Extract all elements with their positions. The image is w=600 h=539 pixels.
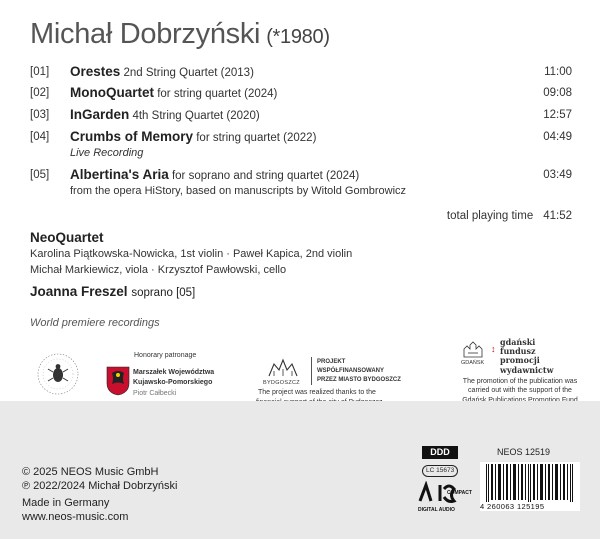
track-subtitle: for string quartet (2022) [196,132,317,144]
lc-label: LC [426,467,435,474]
premiere-note: World premiere recordings [30,317,160,329]
track-title: Albertina's Aria [70,167,169,182]
ensemble-members: Michał Markiewicz, viola · Krzysztof Pawłowski, cello [30,264,287,276]
circular-seal-logo [36,352,80,396]
track-title-line [70,167,359,182]
track-title-line [70,85,277,100]
track-row [30,167,572,201]
bydgoszcz-note: The project was realized thanks to the [258,389,376,396]
track-subtitle: for string quartet (2024) [157,88,278,100]
track-number: [04] [30,131,50,143]
composer-born: (*1980) [266,26,330,48]
track-duration: 11:00 [544,66,572,78]
track-subtitle: for soprano and string quartet (2024) [171,170,360,182]
track-row [30,85,572,103]
project-line1: PROJEKT [317,359,346,365]
track-title: Orestes [70,64,121,79]
ddd-badge [422,446,458,459]
track-number: [05] [30,169,50,181]
fund-arrow-icon: ↕ [491,344,496,354]
total-time: 41:52 [543,210,572,222]
track-title-line [70,129,316,144]
track-number: [03] [30,109,50,121]
track-note: Live Recording [70,147,144,159]
track-title-line [70,64,254,79]
track-number: [01] [30,66,50,78]
album-title [30,18,330,51]
fund-line: fundusz [500,346,536,357]
gdansk-note-line: The promotion of the publication was [462,378,578,385]
track-duration: 03:49 [543,169,572,181]
track-title: InGarden [70,107,130,122]
bydgoszcz-logo-icon [265,358,301,382]
track-duration: 09:08 [543,87,572,99]
catalog-number: NEOS 12519 [497,447,551,457]
ensemble-members: Karolina Piątkowska-Nowicka, 1st violin · Paweł Kapica, 2nd violin [30,248,353,260]
track-duration: 04:49 [543,131,572,143]
total-label: total playing time [446,210,534,222]
total-playing-time [447,210,572,222]
marshal-line1: Marszałek Województwa [133,369,215,376]
fund-line: wydawnictw [500,364,554,375]
track-row [30,129,572,163]
gdansk-crest-icon [462,341,484,359]
ddd-text: DDD [422,446,458,459]
fund-line: gdański [500,337,536,347]
copyright: © 2025 NEOS Music GmbH [22,466,159,478]
soloist [30,284,195,299]
fund-logo [500,338,554,375]
coat-of-arms-icon [106,366,130,396]
track-title: MonoQuartet [70,85,154,100]
track-number: [02] [30,87,50,99]
track-note: from the opera HiStory, based on manuscripts by Witold Gombrowicz [70,185,407,197]
track-title-line [70,107,260,122]
project-line2: WSPÓŁFINANSOWANY [317,368,384,374]
cd-label [447,490,472,496]
cd-line: COMPACT [447,490,472,496]
track-duration: 12:57 [543,109,572,121]
track-subtitle: 2nd String Quartet (2013) [123,67,254,79]
patronage-label: Honorary patronage [134,352,197,359]
soloist-role: soprano [05] [131,287,196,299]
made-in: Made in Germany [22,497,110,509]
composer-name: Michał Dobrzyński [30,18,261,50]
project-line3: PRZEZ MIASTO BYDGOSZCZ [317,377,401,383]
phonogram: ℗ 2022/2024 Michał Dobrzyński [22,480,178,492]
bydgoszcz-wordmark: BYDGOSZCZ [263,380,300,386]
track-subtitle: 4th String Quartet (2020) [132,110,260,122]
ensemble-name: NeoQuartet [30,230,104,245]
lc-number: 15673 [436,467,455,474]
track-title: Crumbs of Memory [70,129,194,144]
barcode-digits: 4 260063 125195 [480,502,580,511]
lc-code [422,465,458,477]
cd-label-2: DIGITAL AUDIO [418,507,455,513]
gdansk-note-line: carried out with the support of the [468,387,572,395]
gdansk-label: GDAŃSK [461,360,485,366]
website[interactable]: www.neos-music.com [22,511,129,523]
marshal-name: Piotr Całbecki [133,390,177,397]
track-row [30,107,572,125]
marshal-line2: Kujawsko-Pomorskiego [133,379,213,386]
track-row [30,64,572,82]
soloist-name: Joanna Freszel [30,284,128,299]
fund-line: promocji [500,355,540,366]
divider [311,357,312,385]
barcode [480,462,580,506]
